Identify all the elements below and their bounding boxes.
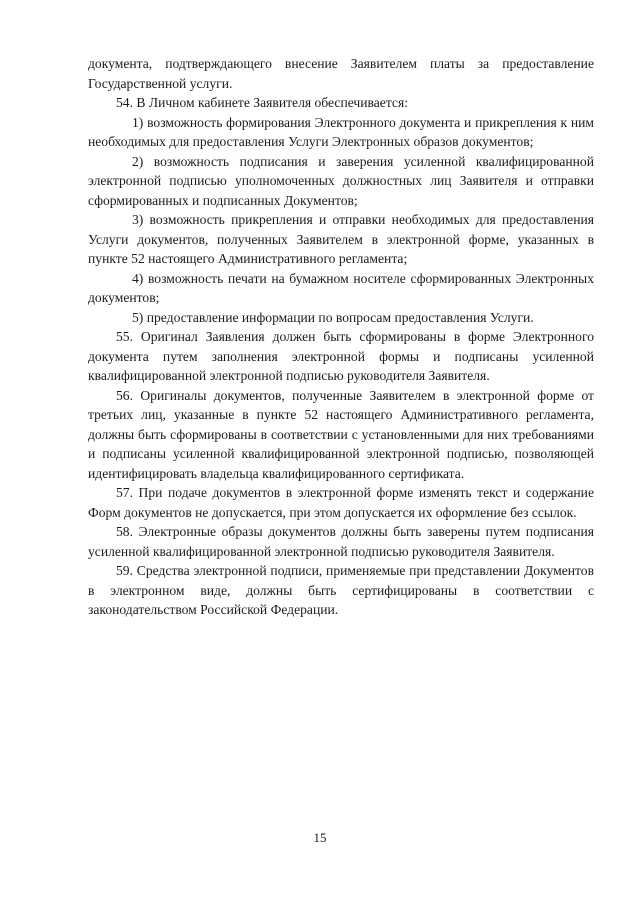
page-number: 15 [313,830,327,845]
document-body [88,54,594,620]
paragraph-55: 55. Оригинал Заявления должен быть сформированы в форме Электронного документа путем заполнения электронной формы и подписаны усиленной квалифицированной электронной подписью руководителя Заявителя. [88,329,594,383]
list-item-54-4: 4) возможность печати на бумажном носителе сформированных Электронных документов; [88,270,594,305]
paragraph-58: 58. Электронные образы документов должны быть заверены путем подписания усиленной квалифицированной электронной подписью руководителя Заявителя. [88,524,594,559]
list-item-54-5: 5) предоставление информации по вопросам предоставления Услуги. [132,309,534,325]
paragraph-continuation: документа, подтверждающего внесение Заявителем платы за предоставление Государственной услуги. [88,56,594,91]
list-item-54-1: 1) возможность формирования Электронного документа и прикрепления к ним необходимых для предоставления Услуги Электронных образов документов; [88,114,594,149]
list-item-54-3: 3) возможность прикрепления и отправки необходимых для предоставления Услуги документов, полученных Заявителем в электронной форме, указанных в пункте 52 настоящего Административного регламента; [88,212,594,266]
list-item-54-2: 2) возможность подписания и заверения усиленной квалифицированной электронной подписью уполномоченных должностных лиц Заявителя и отправки сформированных и подписанных Документов; [88,153,594,208]
paragraph-56: 56. Оригиналы документов, полученные Заявителем в электронной форме от третьих лиц, указанные в пункте 52 настоящего Административного регламента, должны быть сформированы в соответствии с установленными для них требованиями и подписаны усиленной квалифицированной электронной подписью, позволяющей идентифицировать владельца квалифицированного сертификата. [88,387,594,481]
paragraph-59: 59. Средства электронной подписи, применяемые при представлении Документов в электронном виде, должны быть сертифицированы в соответствии с законодательством Российской Федерации. [88,563,594,617]
paragraph-54: 54. В Личном кабинете Заявителя обеспечивается: [116,95,408,110]
paragraph-57: 57. При подаче документов в электронной форме изменять текст и содержание Форм документов не допускается, при этом допускается их оформление без ссылок. [88,485,594,520]
